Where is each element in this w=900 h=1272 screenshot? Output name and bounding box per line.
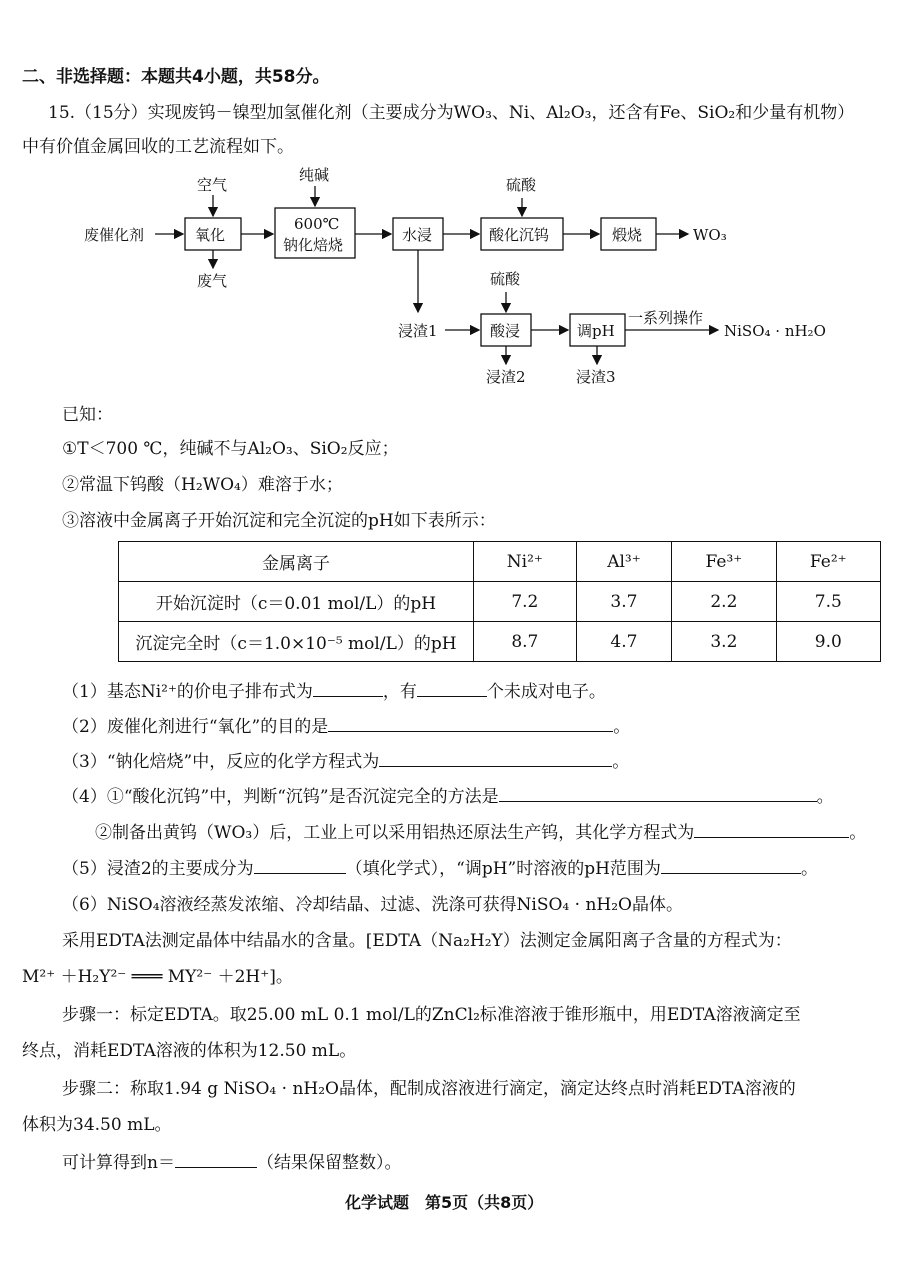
table-header-cell: Al³⁺ xyxy=(576,542,672,582)
step-2-line2: 体积为34.50 mL。 xyxy=(22,1115,172,1135)
known-item-3: ③溶液中金属离子开始沉淀和完全沉淀的pH如下表所示： xyxy=(62,511,496,531)
table-row xyxy=(119,582,881,622)
question-4a-period: 。 xyxy=(816,787,834,807)
question-4-part-1 xyxy=(62,782,834,807)
flow-product-label: NiSO₄ · nH₂O xyxy=(724,322,826,340)
question-2-period: 。 xyxy=(613,717,631,737)
table-cell: 3.2 xyxy=(672,622,776,662)
question-3-text: （3）“钠化焙烧”中，反应的化学方程式为 xyxy=(62,752,380,772)
flow-water-leach-label: 水浸 xyxy=(402,226,433,244)
question-5-text-a: （5）浸渣2的主要成分为 xyxy=(62,859,254,879)
question-5-period: 。 xyxy=(800,859,818,879)
answer-blank[interactable] xyxy=(661,857,801,874)
question-15-line1: 15.（15分）实现废钨－镍型加氢催化剂（主要成分为WO₃、Ni、Al₂O₃，还含有Fe、SiO₂和少量有机物） xyxy=(48,103,855,123)
table-cell: 4.7 xyxy=(576,622,672,662)
question-1 xyxy=(62,677,606,702)
step-2-line1: 步骤二：称取1.94 g NiSO₄ · nH₂O晶体，配制成溶液进行滴定，滴定达终点时消耗EDTA溶液的 xyxy=(62,1079,796,1099)
table-row xyxy=(119,622,881,662)
flow-roast-temp-label: 600℃ xyxy=(294,215,340,233)
table-header-cell: Fe²⁺ xyxy=(776,542,880,582)
step-1-line1: 步骤一：标定EDTA。取25.00 mL 0.1 mol/L的ZnCl₂标准溶液于锥形瓶中，用EDTA溶液滴定至 xyxy=(62,1005,801,1025)
calculation-line xyxy=(62,1148,401,1173)
question-3-period: 。 xyxy=(612,752,630,772)
table-cell: 9.0 xyxy=(776,622,880,662)
question-1-text-a: （1）基态Ni²⁺的价电子排布式为 xyxy=(62,682,313,702)
table-cell: 3.7 xyxy=(576,582,672,622)
question-5 xyxy=(62,854,818,879)
flow-acid2-label: 硫酸 xyxy=(490,270,521,288)
edta-intro: 采用EDTA法测定晶体中结晶水的含量。[EDTA（Na₂H₂Y）法测定金属阳离子含量的方程式为： xyxy=(62,931,792,951)
known-title: 已知： xyxy=(62,405,113,425)
known-item-2: ②常温下钨酸（H₂WO₄）难溶于水； xyxy=(62,475,343,495)
table-header-row xyxy=(119,542,881,582)
section-title: 二、非选择题：本题共4小题，共58分。 xyxy=(22,67,330,87)
answer-blank[interactable] xyxy=(175,1151,257,1168)
question-4b-period: 。 xyxy=(849,823,867,843)
question-15-line2: 中有价值金属回收的工艺流程如下。 xyxy=(22,137,294,157)
table-header-cell: Fe³⁺ xyxy=(672,542,776,582)
table-cell: 沉淀完全时（c＝1.0×10⁻⁵ mol/L）的pH xyxy=(119,622,474,662)
process-flow-diagram xyxy=(0,160,900,390)
answer-blank[interactable] xyxy=(379,750,612,767)
answer-blank[interactable] xyxy=(254,857,346,874)
flow-air-label: 空气 xyxy=(197,176,228,194)
question-4b-text: ②制备出黄钨（WO₃）后，工业上可以采用铝热还原法生产钨，其化学方程式为 xyxy=(95,823,695,843)
question-4a-text: （4）①“酸化沉钨”中，判断“沉钨”是否沉淀完全的方法是 xyxy=(62,787,499,807)
table-cell: 7.2 xyxy=(474,582,577,622)
table-header-cell: 金属离子 xyxy=(119,542,474,582)
table-cell: 2.2 xyxy=(672,582,776,622)
flow-soda-label: 纯碱 xyxy=(299,166,330,184)
table-header-cell: Ni²⁺ xyxy=(474,542,577,582)
flow-operations-label: 一系列操作 xyxy=(628,309,704,327)
question-2 xyxy=(62,712,630,737)
answer-blank[interactable] xyxy=(313,680,383,697)
edta-equation: M²⁺ ＋H₂Y²⁻ ═══ MY²⁻ ＋2H⁺]。 xyxy=(22,967,293,987)
flow-calcine-label: 煅烧 xyxy=(612,226,643,244)
answer-blank[interactable] xyxy=(328,715,613,732)
flow-exhaust-label: 废气 xyxy=(197,272,228,290)
calc-text-a: 可计算得到n＝ xyxy=(62,1153,175,1173)
flow-acid-leach-label: 酸浸 xyxy=(490,322,521,340)
question-5-text-b: （填化学式），“调pH”时溶液的pH范围为 xyxy=(345,859,661,879)
flow-acid1-label: 硫酸 xyxy=(506,176,537,194)
flow-residue3-label: 浸渣3 xyxy=(576,368,616,386)
flow-residue1-label: 浸渣1 xyxy=(398,322,438,340)
question-2-text: （2）废催化剂进行“氧化”的目的是 xyxy=(62,717,329,737)
flow-roast-label: 钠化焙烧 xyxy=(283,236,344,254)
known-item-1: ①T＜700 ℃，纯碱不与Al₂O₃、SiO₂反应； xyxy=(62,439,399,459)
flow-wo3-label: WO₃ xyxy=(693,226,727,244)
calc-text-b: （结果保留整数）。 xyxy=(256,1153,402,1173)
question-1-text-b: ，有 xyxy=(382,682,417,702)
answer-blank[interactable] xyxy=(499,785,817,802)
flow-acid-precip-label: 酸化沉钨 xyxy=(489,226,550,244)
answer-blank[interactable] xyxy=(417,680,487,697)
flow-adjust-ph-label: 调pH xyxy=(577,322,615,340)
ion-ph-table xyxy=(118,541,881,662)
question-4-part-2 xyxy=(95,818,866,843)
page-footer: 化学试题 第5页（共8页） xyxy=(345,1193,544,1212)
question-6: （6）NiSO₄溶液经蒸发浓缩、冷却结晶、过滤、洗涤可获得NiSO₄ · nH₂O晶体。 xyxy=(62,895,683,915)
step-1-line2: 终点，消耗EDTA溶液的体积为12.50 mL。 xyxy=(22,1041,357,1061)
flow-residue2-label: 浸渣2 xyxy=(486,368,526,386)
flow-start-label: 废催化剂 xyxy=(84,226,145,244)
table-cell: 8.7 xyxy=(474,622,577,662)
flow-oxidize-label: 氧化 xyxy=(195,226,226,244)
question-3 xyxy=(62,747,629,772)
question-1-text-c: 个未成对电子。 xyxy=(486,682,606,702)
table-cell: 开始沉淀时（c＝0.01 mol/L）的pH xyxy=(119,582,474,622)
answer-blank[interactable] xyxy=(694,821,849,838)
table-cell: 7.5 xyxy=(776,582,880,622)
